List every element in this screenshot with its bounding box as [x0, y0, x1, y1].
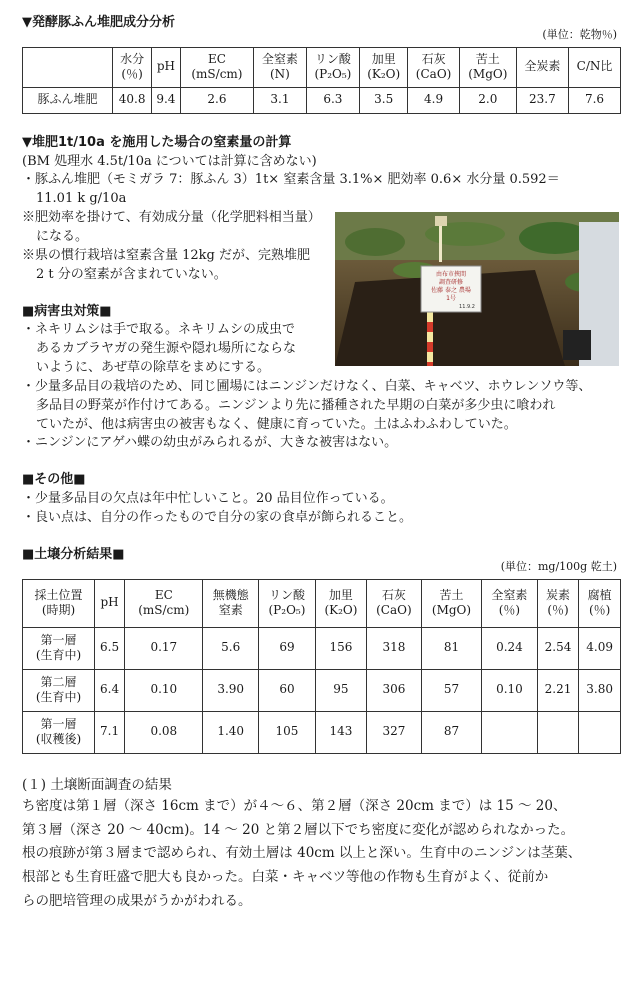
header-label: 全窒素 (％): [491, 587, 528, 618]
table-cell: 4.09: [579, 627, 621, 669]
table-header-cell: [315, 579, 366, 627]
table-header-row: [23, 579, 621, 627]
cell-label: 第一層 (生育中): [35, 632, 82, 663]
compost-analysis-table: [22, 47, 621, 114]
table-cell: 6.5: [95, 627, 125, 669]
nitrogen-calc-line: 11.01 k g/10a: [36, 191, 127, 207]
nitrogen-calc-line: ※県の慣行栽培は窒素含量 12kg だが、完熟堆肥: [22, 247, 311, 263]
soil-profile-body: [22, 795, 621, 913]
table-row: [23, 669, 621, 711]
table-cell: 306: [366, 669, 421, 711]
table-header-cell: [408, 47, 460, 87]
table-cell: 0.17: [125, 627, 203, 669]
table-cell: 5.6: [203, 627, 259, 669]
sign-text: 調査研修: [438, 279, 464, 286]
table-header-cell: [579, 579, 621, 627]
header-label: 加里 (K₂O): [367, 51, 401, 82]
table-header-cell: [360, 47, 408, 87]
table-cell: 0.10: [482, 669, 538, 711]
header-label: 水分 (％): [120, 51, 145, 82]
soil-analysis-unit: (単位：mg/100g 乾土): [500, 559, 617, 573]
table-header-row: [23, 47, 621, 87]
table-header-cell: [23, 47, 113, 87]
pest-control-line: いように、あぜ草の除草をまめにする。: [36, 360, 271, 376]
table-cell: 豚ふん堆肥: [23, 87, 113, 113]
table-header-cell: [180, 47, 254, 87]
table-cell: 143: [315, 711, 366, 753]
table-header-cell: pH: [95, 579, 125, 627]
soil-profile-line: らの肥培管理の成果がうかがわれる。: [22, 892, 252, 909]
pest-control-line: あるカブラヤガの発生源や隠れ場所にならな: [36, 341, 297, 357]
table-cell: 2.54: [537, 627, 579, 669]
header-label: 加里 (K₂O): [324, 587, 358, 618]
table-cell: 0.10: [125, 669, 203, 711]
soil-profile-line: 根の痕跡が第３層まで認められ、有効土層は 40cm 以上と深い。生育中のニンジンは茎葉、: [22, 845, 582, 862]
table-cell: 318: [366, 627, 421, 669]
compost-analysis-unit: (単位：乾物％): [542, 27, 617, 41]
nitrogen-calc-line: になる。: [36, 229, 89, 244]
pest-control-line: ・ニンジンにアゲハ蝶の幼虫がみられるが、大きな被害はない。: [22, 435, 398, 451]
soil-analysis-title: ■土壌分析結果■: [22, 546, 125, 562]
table-cell: 87: [421, 711, 481, 753]
table-cell: 7.6: [569, 87, 621, 113]
table-cell: [23, 711, 95, 753]
soil-analysis-table: [22, 579, 621, 754]
table-cell: 57: [421, 669, 481, 711]
header-label: 腐植 (％): [587, 587, 612, 618]
field-photo: [335, 212, 619, 366]
table-cell: 6.3: [306, 87, 360, 113]
table-cell: 105: [259, 711, 316, 753]
table-header-cell: [306, 47, 360, 87]
table-header-cell: [366, 579, 421, 627]
table-header-cell: [482, 579, 538, 627]
soil-profile-line: ち密度は第１層（深さ 16cm まで）が４～６、第２層（深さ 20cm まで）は 15 ～ 20、: [22, 798, 567, 815]
sign-text: 11.9.2: [459, 304, 475, 310]
table-header-cell: [203, 579, 259, 627]
table-cell: [23, 669, 95, 711]
table-header-cell: 全炭素: [516, 47, 568, 87]
table-header-cell: [459, 47, 516, 87]
other-notes-line: ・少量多品目の欠点は年中忙しいこと。20 品目位作っている。: [22, 491, 394, 507]
header-label: 苦土 (MgO): [468, 51, 508, 82]
table-cell: 40.8: [113, 87, 152, 113]
nitrogen-calc-line: 2 t 分の窒素が含まれていない。: [36, 266, 227, 282]
header-label: 石灰 (CaO): [376, 587, 412, 618]
nitrogen-calc-line: ・豚ふん堆肥（モミガラ 7：豚ふん 3）1t× 窒素含量 3.1%× 肥効率 0.6× 水分量 0.592＝: [22, 172, 560, 188]
table-cell: 2.6: [180, 87, 254, 113]
table-cell: 327: [366, 711, 421, 753]
pest-control-line: 多品目の野菜が作付けてある。ニンジンより先に播種された早期の白菜が多少虫に喰われ: [36, 397, 556, 413]
table-cell: 69: [259, 627, 316, 669]
table-header-cell: C/N比: [569, 47, 621, 87]
table-cell: 2.21: [537, 669, 579, 711]
table-cell: 3.1: [254, 87, 306, 113]
table-cell: 23.7: [516, 87, 568, 113]
table-cell: 7.1: [95, 711, 125, 753]
table-cell: 60: [259, 669, 316, 711]
nitrogen-calc-line: (BM 処理水 4.5t/10a については計算に含めない): [22, 153, 317, 169]
sign-text: 由布市挾間: [435, 271, 467, 278]
header-label: リン酸 (P₂O₅): [268, 587, 306, 618]
table-cell: 0.24: [482, 627, 538, 669]
table-cell: [23, 627, 95, 669]
table-cell: 156: [315, 627, 366, 669]
pest-control-line: ・ネキリムシは手で取る。ネキリムシの成虫で: [22, 322, 296, 338]
cell-label: 第二層 (生育中): [35, 674, 82, 705]
other-notes-title: ■その他■: [22, 472, 86, 488]
table-cell: 3.5: [360, 87, 408, 113]
table-cell: 0.08: [125, 711, 203, 753]
header-label: リン酸 (P₂O₅): [314, 51, 352, 82]
header-label: EC (mS/cm): [138, 587, 190, 618]
table-row: [23, 87, 621, 113]
table-header-cell: [421, 579, 481, 627]
table-header-cell: [23, 579, 95, 627]
header-label: 炭素 (％): [546, 587, 571, 618]
table-cell: 1.40: [203, 711, 259, 753]
compost-analysis-title: ▼発酵豚ふん堆肥成分分析: [22, 15, 175, 30]
pest-control-title: ■病害虫対策■: [22, 303, 112, 319]
table-cell: 4.9: [408, 87, 460, 113]
table-row: [23, 627, 621, 669]
table-cell: 6.4: [95, 669, 125, 711]
header-label: 全窒素 (N): [261, 51, 298, 82]
table-header-cell: [537, 579, 579, 627]
soil-profile-line: 根部とも生育旺盛で肥大も良かった。白菜・キャベツ等他の作物も生育がよく、従前か: [22, 869, 549, 886]
nitrogen-calc-title: ▼堆肥1t/10a を施用した場合の窒素量の計算: [22, 134, 292, 150]
soil-profile-line: 第３層（深さ 20 ～ 40cm)。14 ～ 20 と第２層以下でち密度に変化が認められなかった。: [22, 821, 575, 838]
header-label: 苦土 (MgO): [431, 587, 472, 618]
soil-profile-title: (１) 土壌断面調査の結果: [22, 776, 172, 793]
table-header-cell: [254, 47, 306, 87]
header-label: 石灰 (CaO): [415, 51, 452, 82]
table-cell: 2.0: [459, 87, 516, 113]
sign-text: 佐藤 泰之 農場: [431, 287, 471, 294]
header-label: EC (mS/cm): [191, 51, 243, 82]
other-notes-line: ・良い点は、自分の作ったもので自分の家の食卓が飾られること。: [22, 509, 413, 525]
table-cell: 81: [421, 627, 481, 669]
header-label: 無機態 窒素: [212, 587, 249, 618]
table-header-cell: [113, 47, 152, 87]
nitrogen-calc-line: ※肥効率を掛けて、有効成分量（化学肥料相当量）: [22, 210, 321, 226]
table-cell: [579, 711, 621, 753]
table-cell: [537, 711, 579, 753]
header-label: 採土位置 (時期): [34, 587, 83, 618]
table-row: [23, 711, 621, 753]
pest-control-line: ・少量多品目の栽培のため、同じ圃場にはニンジンだけなく、白菜、キャベツ、ホウレンソウ等、: [22, 378, 592, 394]
table-cell: 95: [315, 669, 366, 711]
table-cell: 9.4: [152, 87, 180, 113]
table-header-cell: pH: [152, 47, 180, 87]
cell-label: 第一層 (収穫後): [35, 716, 82, 747]
table-cell: 3.90: [203, 669, 259, 711]
table-cell: [482, 711, 538, 753]
pest-control-line: ていたが、他は病害虫の被害もなく、健康に育っていた。土はふわふわしていた。: [36, 416, 517, 432]
table-header-cell: [259, 579, 316, 627]
sign-text: 1号: [446, 295, 456, 302]
table-cell: 3.80: [579, 669, 621, 711]
table-header-cell: [125, 579, 203, 627]
soil-pit-photo-image: [335, 212, 619, 366]
